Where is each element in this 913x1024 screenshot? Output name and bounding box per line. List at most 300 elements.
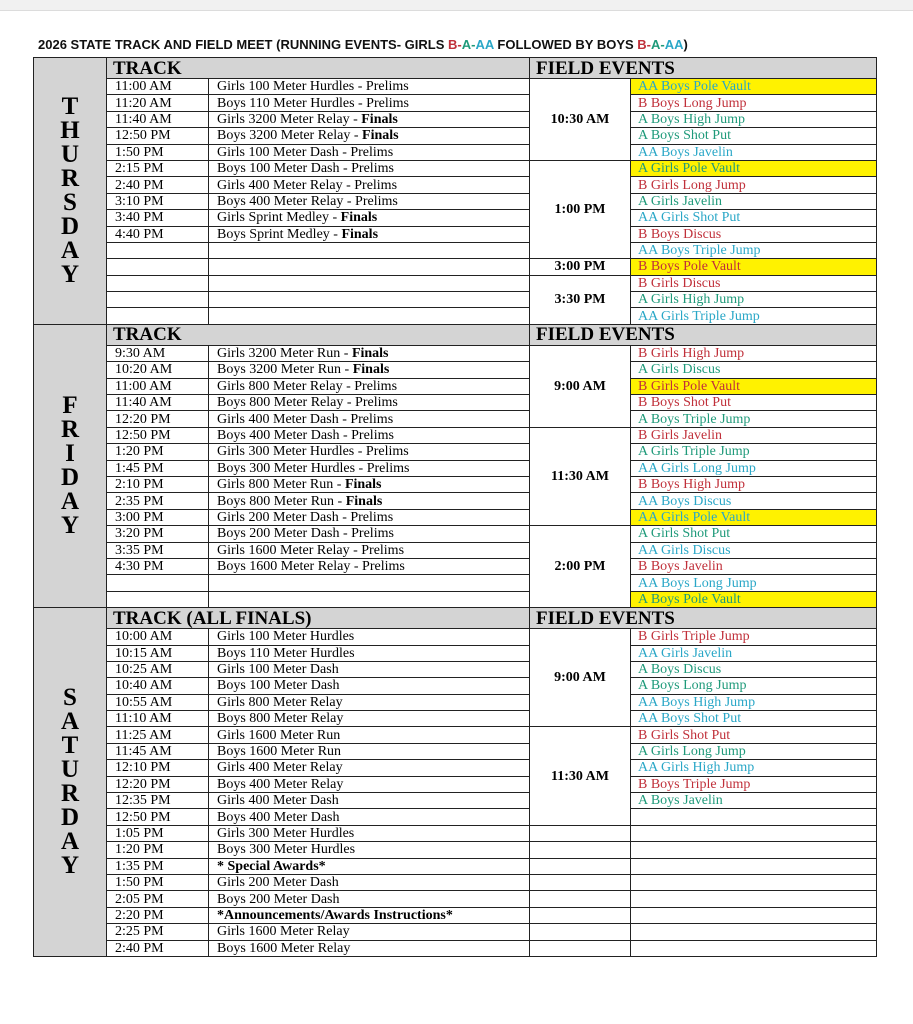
day-letter: S <box>63 188 77 216</box>
table-row <box>34 259 877 275</box>
track-event <box>209 694 530 710</box>
track-time: 2:20 PM <box>107 907 209 923</box>
track-event-name: Boys 3200 Meter Run - <box>217 362 353 378</box>
section-header-row <box>34 58 877 79</box>
field-event: A Boys Long Jump <box>631 678 877 694</box>
field-event <box>631 809 877 825</box>
day-letter: A <box>60 487 80 515</box>
table-row <box>34 79 877 95</box>
field-start-time: 9:00 AM <box>530 629 631 727</box>
section-header-row <box>34 324 877 345</box>
table-row <box>34 526 877 542</box>
table-row <box>34 694 877 710</box>
track-event-name: Boys 400 Meter Dash <box>217 809 340 825</box>
table-row <box>34 842 877 858</box>
day-letter: H <box>60 116 80 144</box>
track-event <box>209 776 530 792</box>
table-row <box>34 308 877 324</box>
track-event-emphasis: Finals <box>344 477 382 493</box>
field-event: AA Girls Javelin <box>631 645 877 661</box>
field-event: AA Girls Pole Vault <box>631 509 877 525</box>
table-row <box>34 275 877 291</box>
track-event-name: Boys 110 Meter Hurdles <box>217 645 355 661</box>
track-event-name: Boys 1600 Meter Relay <box>217 940 351 956</box>
track-event-name: Girls 100 Meter Dash <box>217 662 339 678</box>
track-event <box>209 493 530 509</box>
track-event <box>209 526 530 542</box>
table-row <box>34 760 877 776</box>
day-letter: R <box>60 164 80 192</box>
track-event <box>209 842 530 858</box>
table-row <box>34 907 877 923</box>
field-event: B Boys Discus <box>631 226 877 242</box>
field-start-time: 9:00 AM <box>530 345 631 427</box>
table-row <box>34 460 877 476</box>
table-row <box>34 193 877 209</box>
field-event: B Girls Discus <box>631 275 877 291</box>
track-time <box>107 292 209 308</box>
field-event: AA Boys Shot Put <box>631 711 877 727</box>
field-event: B Girls High Jump <box>631 345 877 361</box>
table-row <box>34 924 877 940</box>
table-row <box>34 727 877 743</box>
track-time: 1:20 PM <box>107 842 209 858</box>
field-start-time <box>530 891 631 907</box>
track-time: 1:50 PM <box>107 874 209 890</box>
field-event: B Boys Javelin <box>631 558 877 574</box>
table-row <box>34 144 877 160</box>
track-event <box>209 160 530 176</box>
table-row <box>34 629 877 645</box>
track-event <box>209 111 530 127</box>
field-event: AA Girls Discus <box>631 542 877 558</box>
table-row <box>34 345 877 361</box>
table-row <box>34 591 877 607</box>
track-event-name: Boys 200 Meter Dash - Prelims <box>217 526 394 542</box>
day-label <box>34 324 107 607</box>
track-event-name: Girls 200 Meter Dash - Prelims <box>217 509 394 525</box>
track-event-name: Girls 800 Meter Run - <box>217 477 345 493</box>
day-letter: A <box>60 708 80 736</box>
track-event-name: Boys 400 Meter Relay <box>217 776 344 792</box>
track-event-emphasis: Finals <box>340 210 378 226</box>
field-event: B Girls Javelin <box>631 427 877 443</box>
track-time <box>107 242 209 258</box>
field-start-time <box>530 940 631 956</box>
field-event: B Boys Triple Jump <box>631 776 877 792</box>
track-event-name: Girls 100 Meter Dash - Prelims <box>217 144 394 160</box>
track-event <box>209 858 530 874</box>
field-event: AA Girls High Jump <box>631 760 877 776</box>
field-event: B Boys Long Jump <box>631 95 877 111</box>
track-time: 9:30 AM <box>107 345 209 361</box>
track-event-name: Girls 400 Meter Relay - Prelims <box>217 177 398 193</box>
track-event-emphasis: Finals <box>341 226 379 242</box>
track-time: 12:20 PM <box>107 411 209 427</box>
track-time: 12:10 PM <box>107 760 209 776</box>
track-event-name: Boys 1600 Meter Relay - Prelims <box>217 559 405 575</box>
track-time: 11:40 AM <box>107 395 209 411</box>
track-event <box>209 509 530 525</box>
field-start-time <box>530 874 631 890</box>
table-row <box>34 743 877 759</box>
track-event <box>209 177 530 193</box>
field-start-time <box>530 842 631 858</box>
field-event: B Boys High Jump <box>631 476 877 492</box>
track-time: 10:55 AM <box>107 694 209 710</box>
field-event <box>631 907 877 923</box>
track-event-emphasis: Finals <box>345 493 383 509</box>
track-event-name: Girls 100 Meter Hurdles - Prelims <box>217 79 409 95</box>
table-row <box>34 874 877 890</box>
table-row <box>34 678 877 694</box>
track-event <box>209 940 530 956</box>
field-event: AA Boys Triple Jump <box>631 242 877 258</box>
track-event <box>209 444 530 460</box>
day-letter: U <box>60 756 80 784</box>
track-event <box>209 79 530 95</box>
track-event <box>209 793 530 809</box>
day-letter: F <box>62 391 78 419</box>
track-event-name: Boys 100 Meter Dash - Prelims <box>217 161 394 177</box>
table-row <box>34 711 877 727</box>
field-events-header: FIELD EVENTS <box>530 324 877 345</box>
track-event-name: Girls 1600 Meter Relay <box>217 924 350 940</box>
table-row <box>34 661 877 677</box>
track-time: 2:35 PM <box>107 493 209 509</box>
track-header: TRACK (ALL FINALS) <box>107 608 530 629</box>
table-row <box>34 645 877 661</box>
track-time: 12:50 PM <box>107 427 209 443</box>
track-event <box>209 678 530 694</box>
day-letter: R <box>60 415 80 443</box>
track-event <box>209 460 530 476</box>
track-event-emphasis: Finals <box>362 128 399 144</box>
day-letter: A <box>60 236 80 264</box>
table-row <box>34 776 877 792</box>
track-event <box>209 345 530 361</box>
day-letter: U <box>60 140 80 168</box>
track-event-name: Girls 3200 Meter Relay - <box>217 111 362 127</box>
track-event-emphasis: *Announcements/Awards Instructions* <box>217 907 453 923</box>
field-event: A Boys Javelin <box>631 793 877 809</box>
track-event-name: Girls 300 Meter Hurdles - Prelims <box>217 444 409 460</box>
track-event-name: Girls 400 Meter Dash <box>217 793 339 809</box>
day-label <box>34 608 107 957</box>
table-row <box>34 411 877 427</box>
field-start-time: 3:00 PM <box>530 259 631 275</box>
track-event <box>209 210 530 226</box>
track-event <box>209 144 530 160</box>
table-row <box>34 292 877 308</box>
track-time: 11:45 AM <box>107 743 209 759</box>
table-row <box>34 476 877 492</box>
track-event <box>209 476 530 492</box>
field-event <box>631 891 877 907</box>
track-event-name: Girls 400 Meter Relay <box>217 760 343 776</box>
track-time: 2:05 PM <box>107 891 209 907</box>
track-event-name: Girls 200 Meter Dash <box>217 875 339 891</box>
field-event: A Girls Shot Put <box>631 526 877 542</box>
field-event <box>631 940 877 956</box>
track-time: 4:40 PM <box>107 226 209 242</box>
track-event <box>209 542 530 558</box>
track-event <box>209 825 530 841</box>
field-event: AA Girls Long Jump <box>631 460 877 476</box>
track-event-emphasis: Finals <box>351 346 389 362</box>
track-time: 3:35 PM <box>107 542 209 558</box>
day-letter: D <box>60 463 80 491</box>
field-start-time <box>530 825 631 841</box>
track-time: 10:15 AM <box>107 645 209 661</box>
track-event-name: Girls 800 Meter Relay - Prelims <box>217 378 398 394</box>
field-event: AA Boys Pole Vault <box>631 79 877 95</box>
track-event <box>209 275 530 291</box>
day-letter: T <box>61 92 79 120</box>
track-time: 11:00 AM <box>107 378 209 394</box>
track-time: 1:20 PM <box>107 444 209 460</box>
table-row <box>34 95 877 111</box>
track-event <box>209 711 530 727</box>
track-event-name: Boys 110 Meter Hurdles - Prelims <box>217 95 409 111</box>
field-start-time: 1:00 PM <box>530 160 631 258</box>
field-event: A Girls Pole Vault <box>631 160 877 176</box>
track-time: 12:50 PM <box>107 128 209 144</box>
table-row <box>34 575 877 591</box>
track-event <box>209 575 530 591</box>
track-event-name: Boys 200 Meter Dash <box>217 891 340 907</box>
track-event-name: Boys 400 Meter Dash - Prelims <box>217 428 394 443</box>
day-letter: Y <box>60 260 80 288</box>
field-event: A Boys High Jump <box>631 111 877 127</box>
day-letter: Y <box>60 852 80 880</box>
track-event-name: Boys 1600 Meter Run <box>217 744 342 760</box>
track-event-emphasis: * Special Awards* <box>217 858 326 874</box>
track-event-name: Boys 400 Meter Relay - Prelims <box>217 193 398 209</box>
field-event: AA Girls Shot Put <box>631 210 877 226</box>
track-event <box>209 874 530 890</box>
track-event-name: Boys 300 Meter Hurdles - Prelims <box>217 460 410 476</box>
track-event <box>209 226 530 242</box>
table-row <box>34 858 877 874</box>
section-header-row <box>34 608 877 629</box>
track-event-name: Girls 3200 Meter Run - <box>217 346 352 362</box>
track-event-emphasis: Finals <box>352 362 390 378</box>
track-time: 10:40 AM <box>107 678 209 694</box>
field-event: A Boys Pole Vault <box>631 591 877 607</box>
table-row <box>34 226 877 242</box>
table-row <box>34 444 877 460</box>
day-letter: I <box>65 439 75 467</box>
day-letter: A <box>60 828 80 856</box>
track-time: 3:10 PM <box>107 193 209 209</box>
track-event-name: Boys 300 Meter Hurdles <box>217 842 356 858</box>
field-event: B Girls Shot Put <box>631 727 877 743</box>
field-event: A Boys Triple Jump <box>631 411 877 427</box>
viewer-top-bar <box>0 0 913 11</box>
track-event-emphasis: Finals <box>361 111 398 127</box>
table-row <box>34 160 877 176</box>
field-event: AA Boys Discus <box>631 493 877 509</box>
track-time: 3:20 PM <box>107 526 209 542</box>
table-row <box>34 558 877 574</box>
track-event <box>209 760 530 776</box>
table-row <box>34 793 877 809</box>
track-event <box>209 411 530 427</box>
track-event <box>209 629 530 645</box>
track-event <box>209 378 530 394</box>
day-letter: T <box>61 732 79 760</box>
field-event: B Girls Long Jump <box>631 177 877 193</box>
track-event <box>209 907 530 923</box>
field-event: A Girls Discus <box>631 362 877 378</box>
track-event-name: Girls 800 Meter Relay <box>217 694 343 710</box>
track-event <box>209 362 530 378</box>
track-time: 3:00 PM <box>107 509 209 525</box>
track-time: 1:35 PM <box>107 858 209 874</box>
track-time: 1:50 PM <box>107 144 209 160</box>
day-label <box>34 58 107 325</box>
track-event <box>209 242 530 258</box>
table-row <box>34 395 877 411</box>
track-time: 10:25 AM <box>107 661 209 677</box>
table-row <box>34 242 877 258</box>
table-row <box>34 493 877 509</box>
table-row <box>34 509 877 525</box>
track-event-name: Girls 300 Meter Hurdles <box>217 825 355 841</box>
track-event <box>209 645 530 661</box>
table-row <box>34 825 877 841</box>
field-event: AA Girls Triple Jump <box>631 308 877 324</box>
track-event-name: Boys 800 Meter Run - <box>217 493 346 509</box>
track-event <box>209 259 530 275</box>
track-event-name: Boys 100 Meter Dash <box>217 678 340 694</box>
field-event: A Girls High Jump <box>631 292 877 308</box>
field-event: A Boys Shot Put <box>631 128 877 144</box>
track-time: 4:30 PM <box>107 558 209 574</box>
track-time: 2:25 PM <box>107 924 209 940</box>
track-event-name: Girls 1600 Meter Run <box>217 727 341 743</box>
day-letter: D <box>60 804 80 832</box>
track-time <box>107 259 209 275</box>
track-time: 2:15 PM <box>107 160 209 176</box>
track-time: 12:20 PM <box>107 776 209 792</box>
track-time: 11:20 AM <box>107 95 209 111</box>
track-time: 12:50 PM <box>107 809 209 825</box>
track-time: 1:45 PM <box>107 460 209 476</box>
track-event-name: Boys 800 Meter Relay - Prelims <box>217 395 398 411</box>
field-start-time <box>530 924 631 940</box>
field-start-time <box>530 907 631 923</box>
table-row <box>34 891 877 907</box>
track-event <box>209 128 530 144</box>
table-row <box>34 210 877 226</box>
table-row <box>34 378 877 394</box>
track-event <box>209 809 530 825</box>
track-time: 10:20 AM <box>107 362 209 378</box>
track-time <box>107 575 209 591</box>
track-time: 11:40 AM <box>107 111 209 127</box>
track-time: 3:40 PM <box>107 210 209 226</box>
table-row <box>34 809 877 825</box>
track-time: 12:35 PM <box>107 793 209 809</box>
track-event-name: Boys 800 Meter Relay <box>217 711 344 727</box>
field-start-time: 10:30 AM <box>530 79 631 161</box>
field-event: B Boys Shot Put <box>631 395 877 411</box>
track-time: 11:10 AM <box>107 711 209 727</box>
track-event <box>209 661 530 677</box>
track-event-name: Girls 400 Meter Dash - Prelims <box>217 411 394 427</box>
table-row <box>34 427 877 443</box>
track-event <box>209 558 530 574</box>
field-start-time: 3:30 PM <box>530 275 631 324</box>
field-event <box>631 858 877 874</box>
day-letter: R <box>60 780 80 808</box>
track-time: 2:40 PM <box>107 177 209 193</box>
track-time <box>107 275 209 291</box>
field-event: AA Boys Javelin <box>631 144 877 160</box>
track-event <box>209 193 530 209</box>
field-start-time: 11:30 AM <box>530 427 631 525</box>
table-row <box>34 362 877 378</box>
track-header: TRACK <box>107 58 530 79</box>
field-event <box>631 924 877 940</box>
field-start-time <box>530 858 631 874</box>
track-header: TRACK <box>107 324 530 345</box>
track-time: 10:00 AM <box>107 629 209 645</box>
field-event: B Boys Pole Vault <box>631 259 877 275</box>
field-events-header: FIELD EVENTS <box>530 608 877 629</box>
track-event <box>209 891 530 907</box>
table-row <box>34 177 877 193</box>
day-letter: Y <box>60 511 80 539</box>
field-event: AA Boys High Jump <box>631 694 877 710</box>
track-event <box>209 308 530 324</box>
track-time: 11:00 AM <box>107 79 209 95</box>
track-event-name: Girls 1600 Meter Relay - Prelims <box>217 542 405 558</box>
day-letter: S <box>63 684 77 712</box>
field-event <box>631 825 877 841</box>
track-event-name: Girls 100 Meter Hurdles <box>217 629 355 645</box>
day-letter: D <box>60 212 80 240</box>
table-row <box>34 542 877 558</box>
field-event: AA Boys Long Jump <box>631 575 877 591</box>
track-event <box>209 727 530 743</box>
track-event <box>209 292 530 308</box>
field-event <box>631 842 877 858</box>
field-event: A Girls Triple Jump <box>631 444 877 460</box>
field-event: A Girls Javelin <box>631 193 877 209</box>
field-event: A Boys Discus <box>631 661 877 677</box>
track-event-name: Girls Sprint Medley - <box>217 210 341 226</box>
schedule-table <box>33 57 877 957</box>
track-event <box>209 924 530 940</box>
table-row <box>34 940 877 956</box>
track-event <box>209 95 530 111</box>
field-event: A Girls Long Jump <box>631 743 877 759</box>
field-event: B Girls Pole Vault <box>631 378 877 394</box>
field-events-header: FIELD EVENTS <box>530 58 877 79</box>
track-time: 2:40 PM <box>107 940 209 956</box>
track-event <box>209 591 530 607</box>
field-start-time: 11:30 AM <box>530 727 631 825</box>
track-event <box>209 427 530 443</box>
track-event-name: Boys 3200 Meter Relay - <box>217 128 363 144</box>
field-event: B Girls Triple Jump <box>631 629 877 645</box>
track-event-name: Boys Sprint Medley - <box>217 226 342 242</box>
table-row <box>34 128 877 144</box>
track-time: 11:25 AM <box>107 727 209 743</box>
